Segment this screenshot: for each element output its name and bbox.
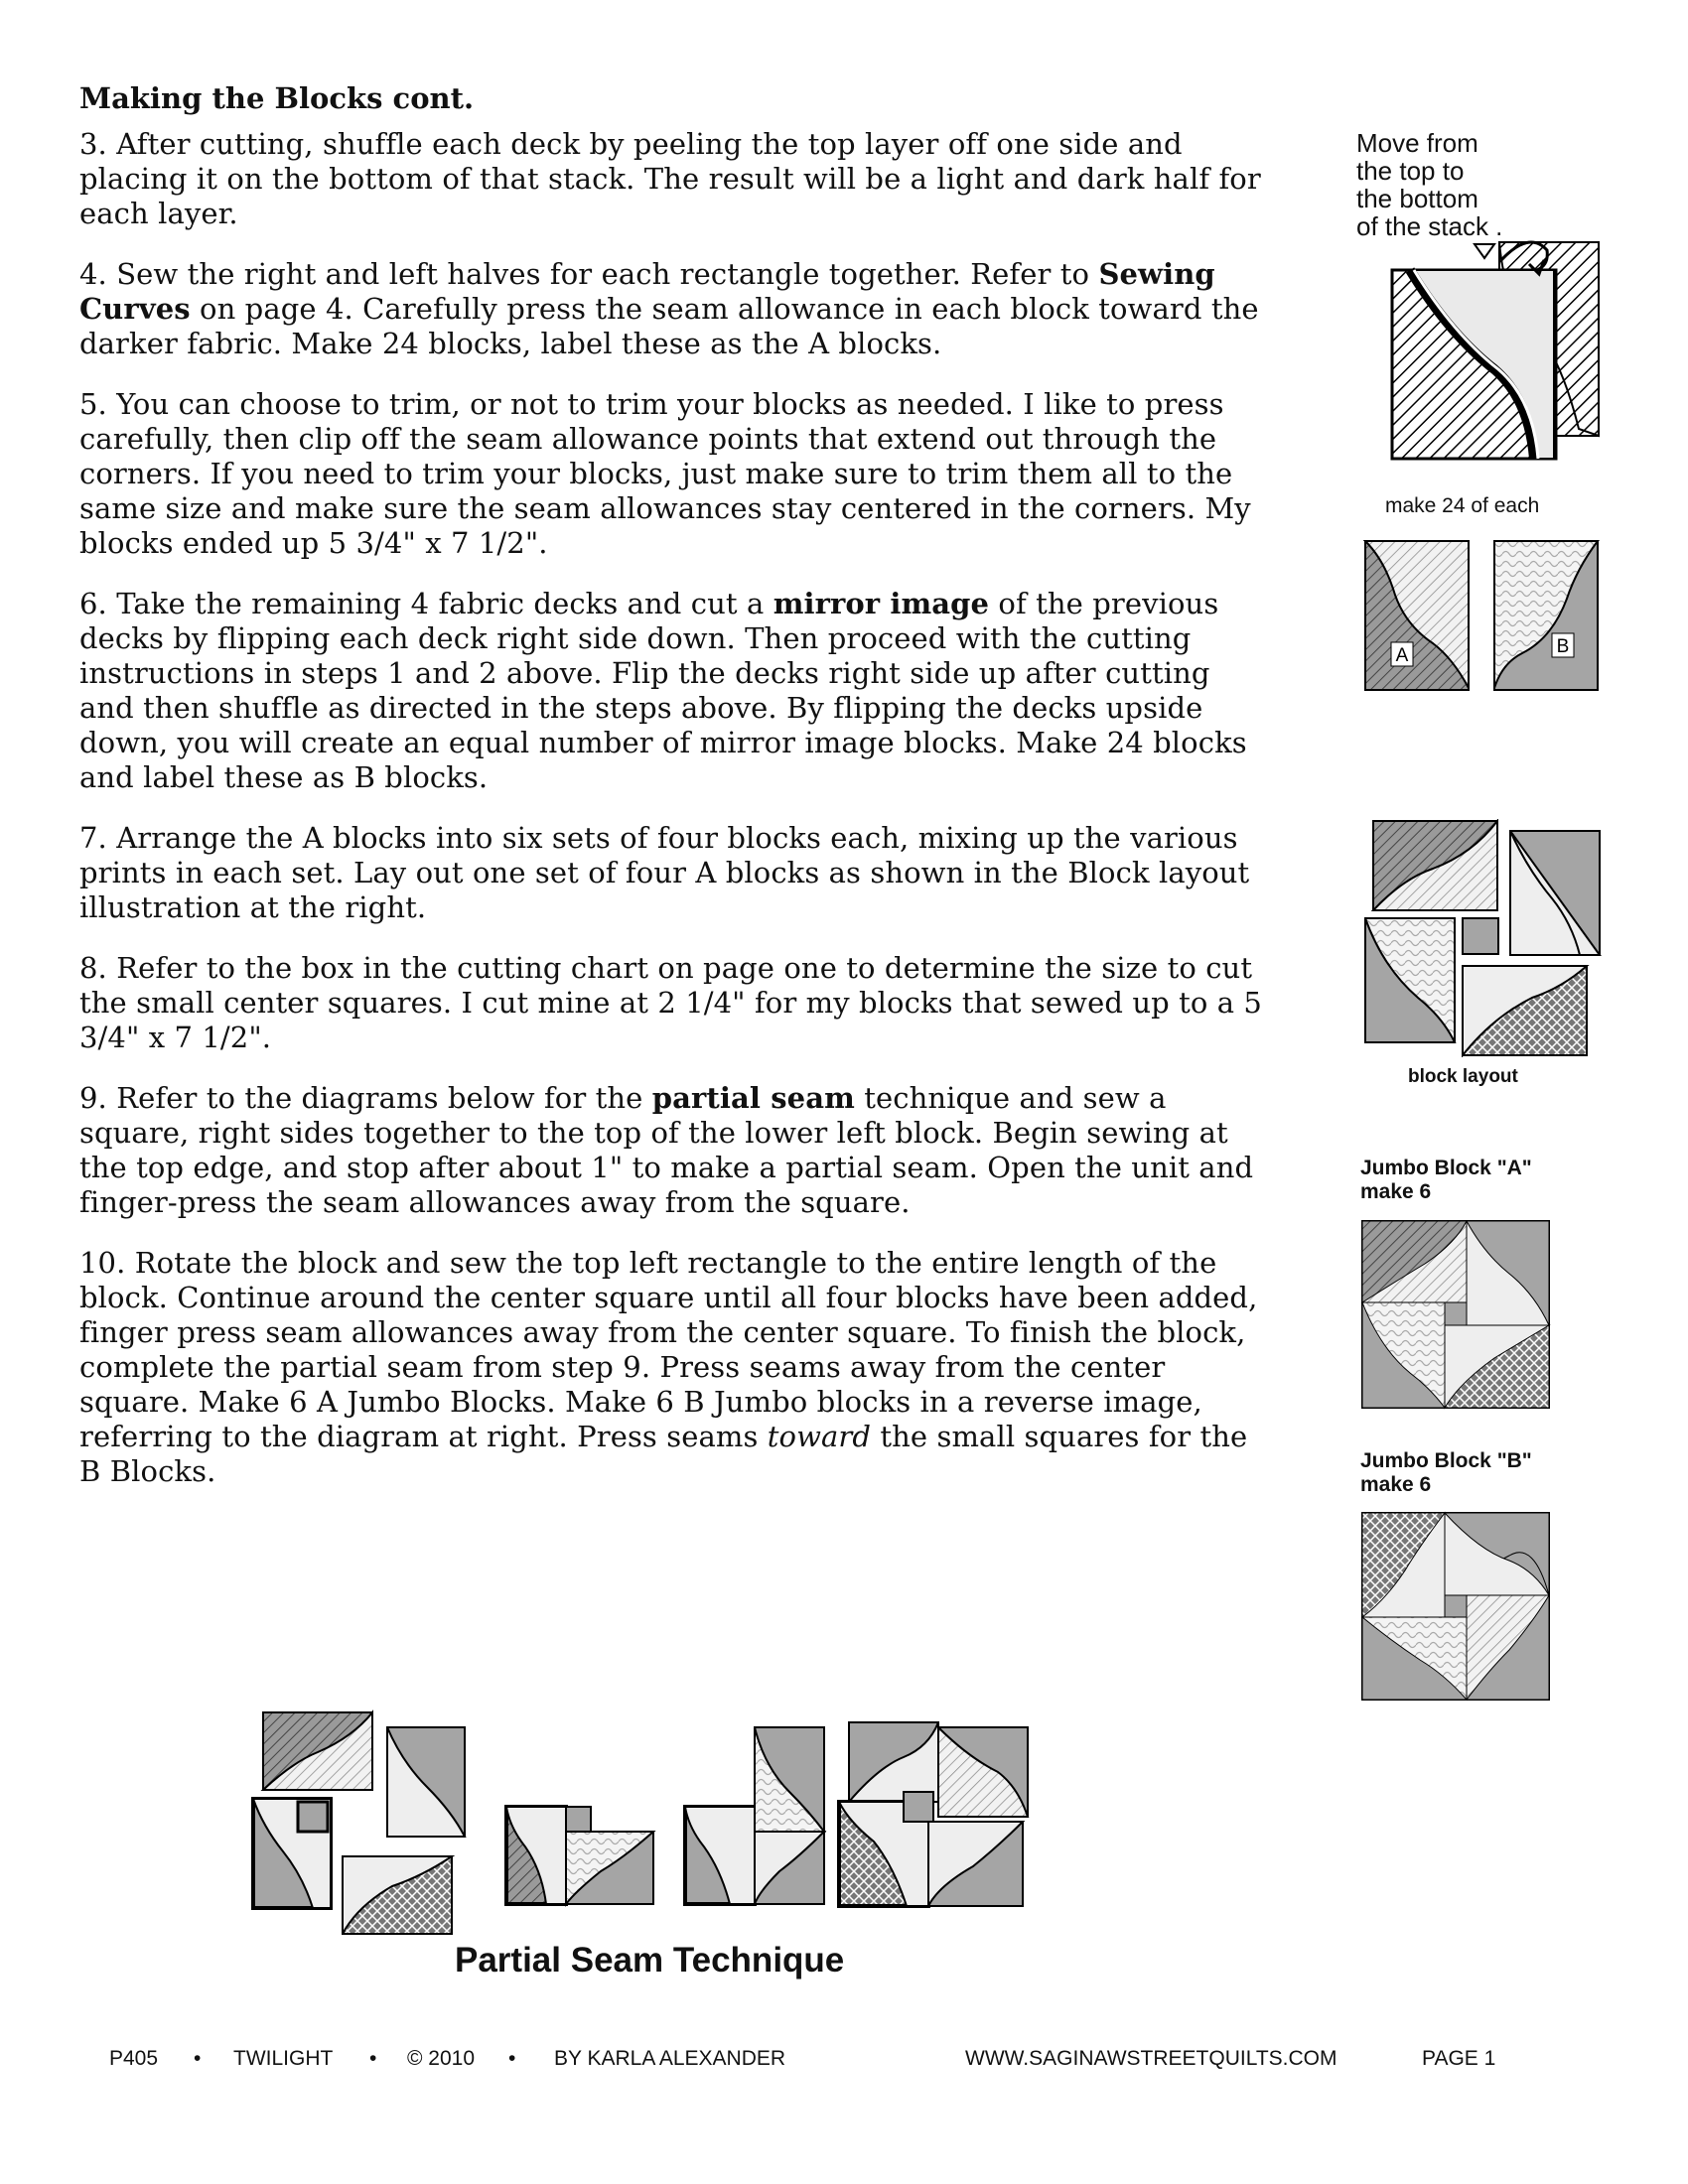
step-text: Rotate the block and sew the top left rectangle to the entire length of the block. Continue around the center square until all four blocks have been added, finger press seam allowances away from the center square. To finish the block, complete the partial seam from step 9. Press seams away from the center square. Make 6 A Jumbo Blocks. Make 6 B Jumbo blocks in a reverse image, referring to the diagram at right. Press seams — [79, 1246, 1258, 1453]
partial-seam-diagrams — [243, 1707, 1177, 1936]
step-text: After cutting, shuffle each deck by peeling the top layer off one side and placing it on the bottom of that stack. The result will be a light and dark half for each layer. — [79, 127, 1261, 230]
move-caption-line: the top to — [1356, 156, 1465, 186]
instructions — [79, 81, 1271, 1515]
step-3 — [79, 127, 1271, 231]
footer-site: WWW.SAGINAWSTREETQUILTS.COM — [965, 2047, 1337, 2070]
footer-code: P405 — [109, 2047, 159, 2070]
step-number: 10. — [79, 1246, 126, 1280]
section-heading: Making the Blocks cont. — [79, 81, 475, 115]
step-number: 3. — [79, 127, 107, 161]
step-4 — [79, 257, 1271, 361]
make24-caption: make 24 of each — [1385, 494, 1540, 517]
footer-pattern: TWILIGHT — [233, 2047, 334, 2070]
partial-seam-title: Partial Seam Technique — [455, 1941, 845, 1979]
step-text: You can choose to trim, or not to trim your blocks as needed. I like to press carefully, then clip off the seam allowance points that extend out through the corners. If you need to trim your blocks, just make sure to trim them all to the same size and make sure the seam allowances stay centered in the corners. My blocks ended up 5 3/4" x 7 1/2". — [79, 387, 1251, 560]
step-text: Arrange the A blocks into six sets of four blocks each, mixing up the various prints in each set. Lay out one set of four A blocks as shown in the Block layout illustration at the right. — [79, 821, 1250, 924]
step-text: on page 4. Carefully press the seam allowance in each block toward the darker fabric. Make 24 blocks, label these as the A blocks. — [79, 292, 1259, 360]
step-number: 6. — [79, 587, 107, 620]
partial-seam-step-1 — [253, 1712, 465, 1934]
move-caption — [1356, 129, 1502, 240]
step-number: 4. — [79, 257, 107, 291]
step-text: Sew the right and left halves for each rectangle together. Refer to — [116, 257, 1099, 291]
move-caption-line: Move from — [1356, 128, 1478, 158]
jumbo-b-caption — [1360, 1449, 1532, 1497]
move-caption-line: of the stack . — [1356, 211, 1503, 241]
label-b: B — [1556, 636, 1570, 657]
partial-seam-step-4 — [839, 1722, 1028, 1906]
jumbo-a-caption — [1360, 1157, 1532, 1204]
step-6 — [79, 587, 1271, 795]
emphasis-bold: mirror image — [773, 587, 990, 620]
step-10 — [79, 1246, 1271, 1489]
move-caption-line: the bottom — [1356, 184, 1478, 213]
emphasis-italic: toward — [767, 1420, 872, 1453]
block-layout-illustration — [1363, 819, 1602, 1057]
step-text: of the previous decks by flipping each deck right side down. Then proceed with the cutting instructions in steps 1 and 2 above. Flip the decks right side up after cutting and then shuffle as directed in the steps above. By flipping the decks upside down, you will create an equal number of mirror image blocks. Make 24 blocks and label these as B blocks. — [79, 587, 1247, 794]
jumbo-a-title: Jumbo Block "A" — [1360, 1157, 1532, 1179]
footer-sep: • — [369, 2047, 377, 2070]
stack-illustration — [1390, 230, 1609, 461]
label-a: A — [1395, 645, 1409, 666]
step-text: technique and sew a square, right sides together to the top of the lower left block. Begin sewing at the top edge, and stop after about 1" to make a partial seam. Open the unit and finger-press the seam allowances away from the square. — [79, 1081, 1254, 1219]
step-9 — [79, 1081, 1271, 1220]
emphasis-bold: partial seam — [651, 1081, 855, 1115]
footer-sep: • — [508, 2047, 516, 2070]
step-number: 8. — [79, 951, 107, 985]
step-7 — [79, 821, 1271, 925]
step-8 — [79, 951, 1271, 1055]
emphasis-bold: Sewing Curves — [79, 257, 1215, 326]
jumbo-a-count: make 6 — [1360, 1180, 1432, 1203]
step-text: Refer to the box in the cutting chart on page one to determine the size to cut the small center squares. I cut mine at 2 1/4" for my blocks that sewed up to a 5 3/4" x 7 1/2". — [79, 951, 1262, 1054]
footer-page: PAGE 1 — [1422, 2047, 1496, 2070]
footer-author: BY KARLA ALEXANDER — [554, 2047, 786, 2070]
jumbo-block-b-illustration — [1360, 1511, 1551, 1702]
jumbo-block-a-illustration — [1360, 1219, 1551, 1410]
step-number: 7. — [79, 821, 107, 855]
block-a-b-illustration — [1363, 539, 1602, 692]
block-layout-caption: block layout — [1408, 1066, 1518, 1087]
footer-sep: • — [194, 2047, 202, 2070]
jumbo-b-title: Jumbo Block "B" — [1360, 1449, 1532, 1472]
steps-list — [79, 127, 1271, 1489]
step-text: Refer to the diagrams below for the — [116, 1081, 652, 1115]
step-text: Take the remaining 4 fabric decks and cut a — [116, 587, 774, 620]
footer-copyright: © 2010 — [407, 2047, 476, 2070]
partial-seam-step-3 — [685, 1727, 824, 1904]
jumbo-b-count: make 6 — [1360, 1473, 1432, 1496]
step-text: the small squares for the B Blocks. — [79, 1420, 1248, 1488]
step-number: 5. — [79, 387, 107, 421]
step-5 — [79, 387, 1271, 561]
step-number: 9. — [79, 1081, 107, 1115]
partial-seam-step-2 — [506, 1807, 653, 1904]
